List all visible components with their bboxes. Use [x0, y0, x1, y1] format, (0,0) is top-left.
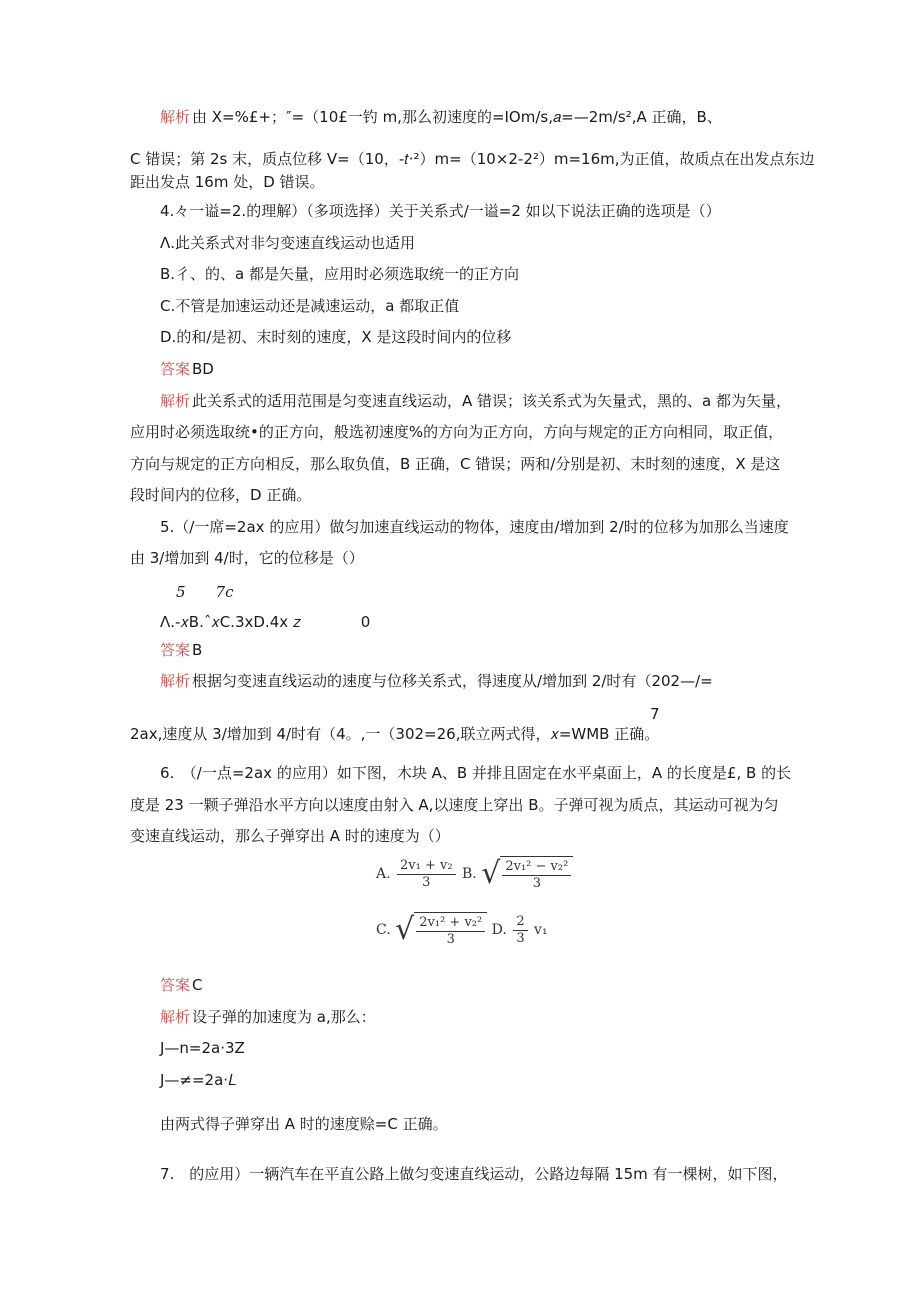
formula-row-ab: [376, 856, 573, 892]
option-a: [160, 233, 415, 253]
answer-label: 答案: [160, 976, 191, 994]
line-text: 由 X=%£+；″=（10£一钓 m,那么初速度的=IOm/s,𝑎=—2m/s²,A 正确，B、: [192, 108, 722, 126]
option-d: [160, 327, 511, 347]
formula-variable: v₁: [534, 922, 548, 938]
text-line: [130, 724, 659, 744]
line-text: Λ.-𝑥B.ˆ𝑥C.3xD.4x 𝑧 0: [160, 613, 371, 631]
answer-label: 答案: [160, 360, 191, 378]
analysis-line: [160, 671, 713, 691]
radical-icon: √: [395, 912, 415, 947]
analysis-label: 解析: [160, 1008, 191, 1026]
text-line: [130, 795, 778, 815]
line-text: D.的和/是初、末时刻的速度，X 是这段时间内的位移: [160, 328, 512, 346]
text-line: [130, 149, 815, 169]
answer-line: [160, 975, 203, 995]
formula-option-b-label: B.: [462, 866, 477, 882]
line-text: 度是 23 一颗子弹沿水平方向以速度由射入 A,以速度上穿出 B。子弹可视为质点，其运动可视为匀: [130, 796, 779, 814]
question-6: [160, 763, 791, 783]
answer-label: 答案: [160, 641, 191, 659]
line-text: 4.々一谥=2.的理解）（多项选择）关于关系式/一谥=2 如以下说法正确的选项是（）: [160, 202, 721, 220]
question-5: [160, 517, 789, 537]
text-line: [160, 1114, 448, 1134]
line-text: 段时间内的位移，D 正确。: [130, 486, 312, 504]
formula-row-cd: [376, 912, 548, 948]
line-text: J—n=2a·3Z: [160, 1039, 245, 1057]
line-label: 解析: [160, 108, 191, 126]
fraction-denominator: 3: [532, 876, 541, 891]
line-text: 5.（/一席=2ax 的应用）做匀加速直线运动的物体，速度由/增加到 2/时的位移为加那么当速度: [160, 518, 789, 536]
analysis-label: 解析: [160, 672, 191, 690]
fraction-denominator: 3: [516, 930, 525, 946]
text-line: [160, 107, 722, 127]
text-line: [130, 548, 364, 568]
option-b: [160, 264, 519, 284]
fraction-numerator: 2v₁² + v₂²: [416, 915, 485, 932]
question-4: [160, 201, 721, 221]
line-text: 根据匀变速直线运动的速度与位移关系式，得速度从/增加到 2/时有（202—/=: [192, 672, 713, 690]
fraction-denominator: 3: [422, 874, 431, 890]
formula-fraction-d: [513, 914, 527, 947]
options-line: [160, 612, 370, 632]
sqrt-c: [395, 912, 487, 948]
formula-fraction-b: [502, 859, 571, 892]
line-text: 由两式得子弹穿出 A 时的速度赊=C 正确。: [160, 1115, 448, 1133]
analysis-line: [160, 391, 791, 411]
line-text: 2ax,速度从 3/增加到 4/时有（4。,一（302=26,联立两式得，𝑥=WMB 正确。: [130, 725, 660, 743]
line-text: 7. 的应用）一辆汽车在平直公路上做匀变速直线运动，公路边每隔 15m 有一棵树，如下图，: [160, 1165, 788, 1183]
line-text: J—≠=2a·𝐿: [160, 1071, 237, 1089]
formula-fraction-c: [416, 915, 485, 948]
line-text: 7: [650, 705, 660, 723]
sqrt-b: [481, 856, 573, 892]
formula-option-a-label: A.: [376, 866, 391, 882]
analysis-line: [160, 1007, 376, 1027]
line-text: C.不管是加速运动还是减速运动，a 都取正值: [160, 297, 460, 315]
equation-line: [160, 1038, 245, 1058]
fraction-numerator: 2: [513, 914, 527, 931]
line-text: 由 3/增加到 4/时，它的位移是（）: [130, 549, 364, 567]
question-7: [160, 1164, 788, 1184]
formula-fraction-a: [397, 858, 456, 891]
line-text: Λ.此关系式对非匀变速直线运动也适用: [160, 234, 416, 252]
answer-line: [160, 359, 214, 379]
fraction-numerators: [176, 582, 234, 602]
text-line: [130, 454, 780, 474]
fraction-numerator: 2v₁² − v₂²: [502, 859, 571, 876]
line-text: 设子弹的加速度为 a,那么：: [192, 1008, 376, 1026]
answer-value: B: [192, 641, 203, 659]
line-text: 6. （/一点=2ax 的应用）如下图，木块 A、B 并排且固定在水平桌面上，A 的长度是£, B 的长: [160, 764, 792, 782]
line-text: 方向与规定的正方向相反，那么取负值，B 正确，C 错误；两和/分别是初、末时刻的速度，X 是这: [130, 455, 781, 473]
answer-value: C: [192, 976, 203, 994]
analysis-label: 解析: [160, 392, 191, 410]
line-text: B.彳、的、a 都是矢量，应用时必须选取统一的正方向: [160, 265, 520, 283]
formula-options-image: [370, 854, 569, 964]
text-line: [130, 422, 783, 442]
option-c: [160, 296, 459, 316]
line-text: 此关系式的适用范围是匀变速直线运动，A 错误；该关系式为矢量式，黑的、a 都为矢量，: [192, 392, 792, 410]
line-text: 距出发点 16m 处，D 错误。: [130, 173, 325, 191]
line-text: 应用时必须选取统•的正方向，般选初速度%的方向为正方向，方向与规定的正方向相同，取正值，: [130, 423, 784, 441]
text-line: [130, 485, 311, 505]
text-line: [130, 826, 450, 846]
fraction-numerator: 2v₁ + v₂: [397, 858, 456, 875]
fraction-denominator: 3: [446, 932, 455, 947]
formula-option-c-label: C.: [376, 922, 391, 938]
line-text: 变速直线运动，那么子弹穿出 A 时的速度为（）: [130, 827, 450, 845]
formula-option-d-label: D.: [491, 922, 507, 938]
superscript-number: [650, 704, 660, 724]
answer-line: [160, 640, 202, 660]
line-text: 5 7c: [176, 583, 234, 601]
radical-icon: √: [481, 856, 501, 891]
line-text: C 错误；第 2s 末，质点位移 V=（10，-𝑡·²）m=（10×2-2²）m=16m,为正值，故质点在出发点东边: [130, 150, 815, 168]
answer-value: BD: [192, 360, 214, 378]
text-line: [130, 172, 325, 192]
equation-line: [160, 1070, 237, 1090]
